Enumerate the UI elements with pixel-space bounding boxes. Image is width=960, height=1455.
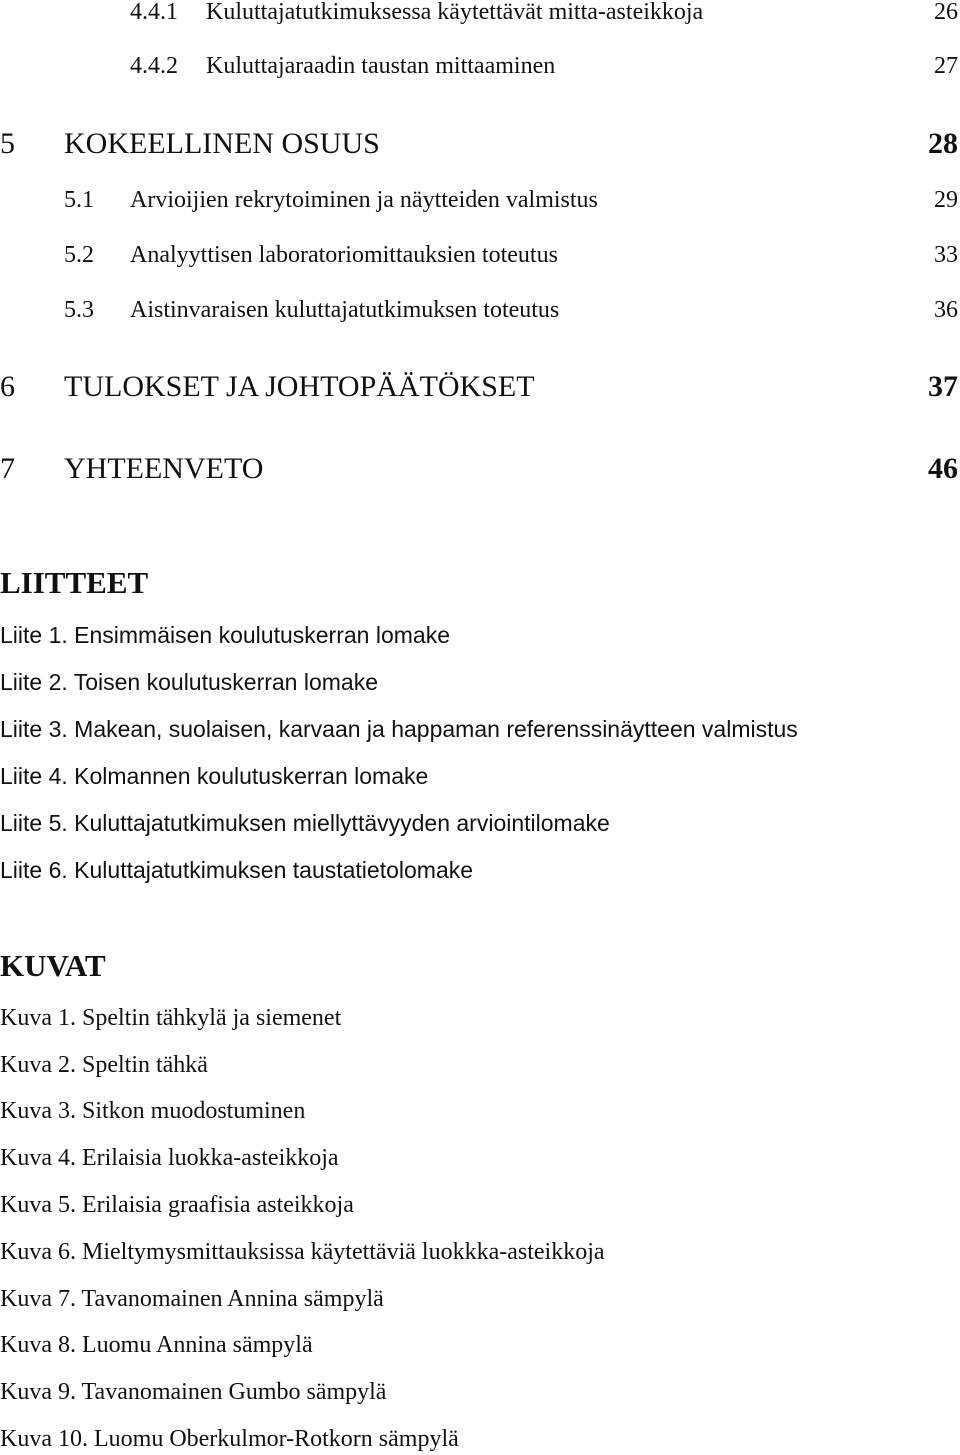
toc-title: Arvioijien rekrytoiminen ja näytteiden valmistus	[130, 187, 598, 213]
figure-item: Kuva 5. Erilaisia graafisia asteikkoja	[0, 1192, 354, 1218]
figure-item: Kuva 9. Tavanomainen Gumbo sämpylä	[0, 1379, 387, 1405]
toc-title: Kuluttajaraadin taustan mittaaminen	[206, 53, 556, 79]
appendix-item: Liite 3. Makean, suolaisen, karvaan ja happaman referenssinäytteen valmistus	[0, 716, 798, 742]
toc-entry-5-2	[0, 241, 958, 269]
toc-page-number: 36	[934, 297, 958, 323]
toc-page-number: 29	[934, 187, 958, 213]
toc-title: YHTEENVETO	[64, 452, 264, 485]
toc-entry-4-4-2	[0, 52, 958, 80]
toc-number: 5.3	[64, 297, 94, 323]
toc-number: 4.4.1	[130, 0, 178, 25]
appendix-item: Liite 6. Kuluttajatutkimuksen taustatietolomake	[0, 857, 474, 883]
toc-page-number: 37	[928, 370, 958, 403]
toc-page-number: 46	[928, 452, 958, 485]
figure-item: Kuva 2. Speltin tähkä	[0, 1052, 208, 1078]
figure-item: Kuva 6. Mieltymysmittauksissa käytettäviä luokkka-asteikkoja	[0, 1239, 605, 1265]
toc-title: Analyyttisen laboratoriomittauksien toteutus	[130, 242, 558, 268]
toc-title: Kuluttajatutkimuksessa käytettävät mitta-asteikkoja	[206, 0, 704, 25]
appendix-item: Liite 4. Kolmannen koulutuskerran lomake	[0, 763, 429, 789]
toc-number: 7	[0, 452, 15, 485]
appendix-item: Liite 2. Toisen koulutuskerran lomake	[0, 669, 379, 695]
figures-heading: KUVAT	[0, 948, 106, 983]
toc-page-number: 33	[934, 242, 958, 268]
toc-title: TULOKSET JA JOHTOPÄÄTÖKSET	[64, 370, 535, 403]
toc-number: 5	[0, 127, 15, 160]
figure-item: Kuva 10. Luomu Oberkulmor-Rotkorn sämpylä	[0, 1426, 459, 1452]
figure-item: Kuva 7. Tavanomainen Annina sämpylä	[0, 1286, 384, 1312]
appendices-heading: LIITTEET	[0, 565, 149, 600]
toc-chapter-6	[0, 370, 958, 404]
toc-number: 4.4.2	[130, 53, 178, 79]
toc-number: 5.1	[64, 187, 94, 213]
appendix-item: Liite 5. Kuluttajatutkimuksen miellyttävyyden arviointilomake	[0, 810, 610, 836]
appendix-item: Liite 1. Ensimmäisen koulutuskerran lomake	[0, 622, 450, 648]
figure-item: Kuva 1. Speltin tähkylä ja siemenet	[0, 1005, 342, 1031]
figure-item: Kuva 4. Erilaisia luokka-asteikkoja	[0, 1145, 339, 1171]
toc-title: Aistinvaraisen kuluttajatutkimuksen toteutus	[130, 297, 560, 323]
figure-item: Kuva 3. Sitkon muodostuminen	[0, 1098, 306, 1124]
toc-entry-5-1	[0, 186, 958, 214]
toc-chapter-7	[0, 452, 958, 486]
toc-page-number: 27	[934, 53, 958, 79]
toc-entry-5-3	[0, 296, 958, 324]
toc-chapter-5	[0, 127, 958, 161]
toc-page-number: 28	[928, 127, 958, 160]
toc-number: 6	[0, 370, 15, 403]
toc-number: 5.2	[64, 242, 94, 268]
toc-title: KOKEELLINEN OSUUS	[64, 127, 380, 160]
toc-page-number: 26	[934, 0, 958, 25]
toc-entry-4-4-1	[0, 0, 958, 26]
figure-item: Kuva 8. Luomu Annina sämpylä	[0, 1332, 313, 1358]
